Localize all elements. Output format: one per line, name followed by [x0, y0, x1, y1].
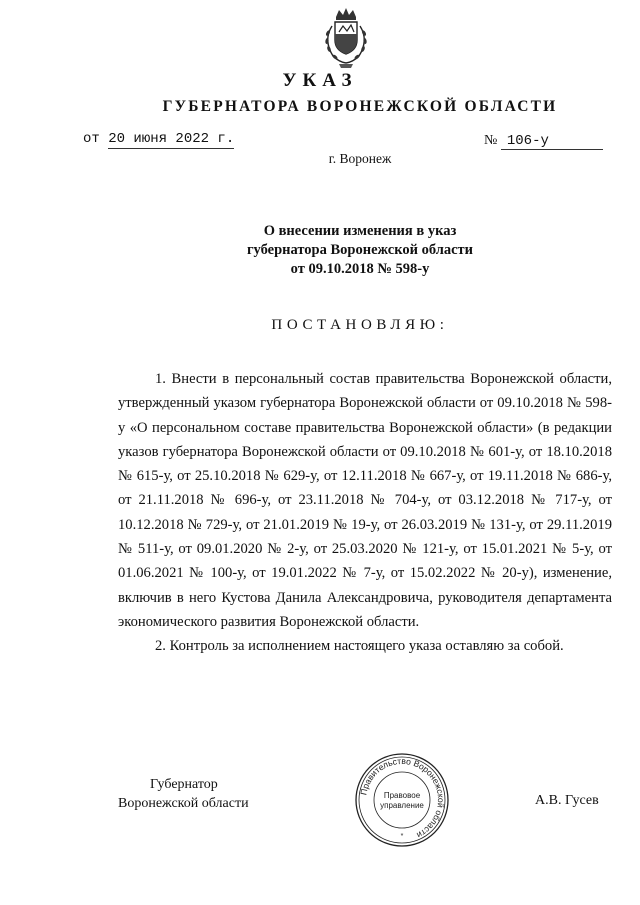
heading-line: от 09.10.2018 № 598-у: [290, 261, 430, 277]
paragraph-2: 2. Контроль за исполнением настоящего указа оставляю за собой.: [155, 638, 564, 655]
signatory-name: А.В. Гусев: [535, 793, 599, 808]
stamp-center-line: управление: [380, 801, 424, 810]
postanovlyayu-label: ПОСТАНОВЛЯЮ:: [271, 317, 449, 333]
decree-date: [83, 131, 234, 149]
document-title: УКАЗ: [282, 70, 358, 91]
city: г. Воронеж: [328, 151, 392, 166]
stamp-star-icon: *: [400, 833, 404, 840]
position-line: Губернатор: [150, 777, 218, 792]
document-subtitle: ГУБЕРНАТОРА ВОРОНЕЖСКОЙ ОБЛАСТИ: [162, 98, 558, 115]
stamp-ring-text: Правительство Воронежской области: [358, 755, 447, 841]
decree-heading: [0, 222, 640, 279]
signatory-position: [118, 775, 268, 813]
paragraph-1: 1. Внести в персональный состав правительства Воронежской области, утвержденный указом губернатора Воронежской области от 09.10.2018 № 598-у «О персональном составе правительства Воронежской области» (в редакции указов губернатора Воронежской области от 09.10.2018 № 601-у, от 18.10.2018 № 615-у, от 25.10.2018 № 629-у, от 12.11.2018 № 667-у, от 19.11.2018 № 686-у, от 21.11.2018 № 696-у, от 23.11.2018 № 704-у, от 03.12.2018 № 717-у, от 10.12.2018 № 729-у, от 21.01.2019 № 19-у, от 26.03.2019 № 131-у, от 29.11.2019 № 511-у, от 09.01.2020 № 2-у, от 25.03.2020 № 121-у, от 15.01.2021 № 5-у, от 01.06.2021 № 100-у, от 19.01.2022 № 7-у, от 15.02.2022 № 20-у), изменение, включив в него Кустова Данила Александровича, руководителя департамента экономического развития Воронежской области.: [118, 371, 612, 630]
number-value: 106-у: [501, 133, 603, 150]
coat-of-arms-icon: [317, 6, 375, 70]
heading-line: О внесении изменения в указ: [263, 223, 457, 239]
date-prefix: от: [83, 131, 100, 147]
position-line: Воронежской области: [118, 796, 249, 811]
stamp-center-line: Правовое: [383, 791, 421, 800]
official-stamp: [352, 750, 452, 850]
decree-body: [118, 367, 612, 659]
heading-line: губернатора Воронежской области: [246, 242, 474, 258]
date-value: 20 июня 2022 г.: [108, 131, 235, 147]
number-prefix: №: [484, 133, 498, 148]
decree-number: [484, 133, 603, 150]
